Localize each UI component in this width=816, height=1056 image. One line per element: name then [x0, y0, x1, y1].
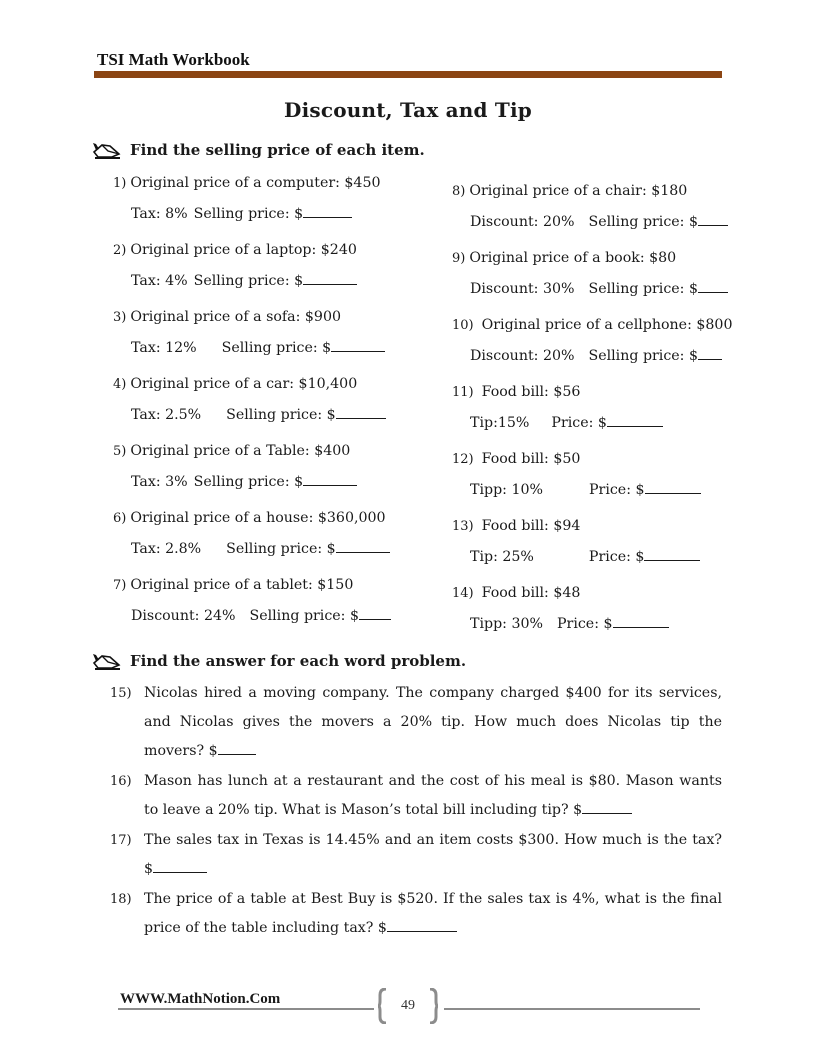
section-heading-word-problems [92, 651, 466, 671]
writing-hand-icon [92, 651, 122, 671]
footer-divider-right [444, 1008, 700, 1010]
problem-answer-label: Price: $ [557, 616, 613, 632]
problem-number: 18) [110, 892, 132, 907]
problem-7 [113, 577, 360, 624]
problem-line: Original price of a Table: $400 [130, 443, 351, 459]
problem-number: 7) [113, 578, 127, 593]
page-title: Discount, Tax and Tip [284, 98, 532, 122]
problem-number: 16) [110, 774, 132, 789]
problem-line: Original price of a house: $360,000 [130, 510, 386, 526]
problem-rate: Tax: 3% [131, 474, 188, 490]
answer-blank[interactable] [303, 473, 357, 486]
problem-number: 9) [452, 251, 466, 266]
problem-number: 5) [113, 444, 127, 459]
problem-14 [452, 585, 613, 632]
word-problem-text: Nicolas hired a moving company. The company charged $400 for its services, and Nicolas gives the movers a 20% tip. How much does Nicolas tip the movers? $ [144, 685, 722, 759]
problem-line: Original price of a chair: $180 [469, 183, 688, 199]
problem-number: 3) [113, 310, 127, 325]
problem-rate: Tax: 12% [131, 340, 197, 356]
problem-11 [452, 384, 607, 431]
section-instruction: Find the answer for each word problem. [130, 652, 467, 670]
writing-hand-icon [92, 140, 122, 160]
problem-10 [452, 317, 733, 364]
answer-blank[interactable] [698, 213, 728, 226]
word-problem-18 [110, 885, 722, 943]
problem-1 [113, 175, 381, 222]
problem-line: Original price of a laptop: $240 [130, 242, 357, 258]
answer-blank[interactable] [644, 548, 700, 561]
footer-divider-left [118, 1008, 374, 1010]
problem-line: Original price of a sofa: $900 [130, 309, 342, 325]
word-problem-15 [110, 679, 722, 766]
problem-number: 1) [113, 176, 127, 191]
problem-number: 12) [452, 452, 474, 467]
word-problem-16 [110, 767, 722, 825]
problem-4 [113, 376, 358, 423]
problem-rate: Tip: 25% [470, 549, 534, 565]
word-problem-text: The price of a table at Best Buy is $520. If the sales tax is 4%, what is the final price of the table including tax? $ [144, 891, 722, 936]
problem-8 [452, 183, 699, 230]
problem-3 [113, 309, 342, 356]
answer-blank[interactable] [336, 406, 386, 419]
header-divider [94, 71, 722, 78]
problem-line: Original price of a cellphone: $800 [481, 317, 733, 333]
problem-rate: Tipp: 30% [470, 616, 543, 632]
problem-12 [452, 451, 645, 498]
problem-line: Food bill: $94 [481, 518, 581, 534]
problem-answer-label: Selling price: $ [588, 281, 699, 297]
section-instruction: Find the selling price of each item. [130, 141, 425, 159]
answer-blank[interactable] [331, 339, 385, 352]
answer-blank[interactable] [336, 540, 390, 553]
problem-answer-label: Price: $ [551, 415, 607, 431]
answer-blank[interactable] [645, 481, 701, 494]
problem-13 [452, 518, 645, 565]
problem-line: Original price of a computer: $450 [130, 175, 381, 191]
answer-blank[interactable] [303, 205, 352, 218]
problem-rate: Tax: 2.8% [131, 541, 202, 557]
problem-answer-label: Selling price: $ [193, 474, 304, 490]
answer-blank[interactable] [218, 742, 256, 755]
problem-6 [113, 510, 386, 557]
problem-answer-label: Price: $ [588, 549, 645, 565]
problem-answer-label: Selling price: $ [193, 273, 304, 289]
page-number-bracket [378, 988, 438, 1024]
problem-answer-label: Selling price: $ [226, 541, 336, 557]
section-heading-selling-price [92, 140, 425, 160]
problem-line: Food bill: $56 [481, 384, 581, 400]
problem-answer-label: Selling price: $ [193, 206, 304, 222]
word-problem-17 [110, 826, 722, 884]
answer-blank[interactable] [303, 272, 357, 285]
problem-line: Food bill: $48 [481, 585, 581, 601]
answer-blank[interactable] [613, 615, 669, 628]
problem-answer-label: Selling price: $ [249, 608, 360, 624]
problem-number: 2) [113, 243, 127, 258]
problem-rate: Tax: 4% [131, 273, 188, 289]
problem-answer-label: Price: $ [589, 482, 645, 498]
problem-line: Food bill: $50 [481, 451, 581, 467]
problem-number: 8) [452, 184, 466, 199]
problem-5 [113, 443, 351, 490]
problem-number: 17) [110, 833, 132, 848]
footer-website: WWW.MathNotion.Com [120, 991, 281, 1007]
answer-blank[interactable] [153, 860, 207, 873]
answer-blank[interactable] [607, 414, 663, 427]
problem-2 [113, 242, 357, 289]
answer-blank[interactable] [698, 347, 722, 360]
problem-number: 11) [452, 385, 474, 400]
problem-rate: Discount: 24% [131, 608, 236, 624]
problem-9 [452, 250, 699, 297]
problem-answer-label: Selling price: $ [588, 214, 699, 230]
answer-blank[interactable] [698, 280, 728, 293]
problem-number: 4) [113, 377, 127, 392]
answer-blank[interactable] [582, 801, 632, 814]
problem-number: 6) [113, 511, 127, 526]
workbook-title: TSI Math Workbook [97, 50, 250, 69]
problem-rate: Discount: 20% [470, 214, 575, 230]
problem-answer-label: Selling price: $ [221, 340, 332, 356]
answer-blank[interactable] [387, 919, 457, 932]
problem-number: 10) [452, 318, 474, 333]
problem-number: 15) [110, 686, 132, 701]
problem-rate: Tax: 8% [131, 206, 188, 222]
word-problem-text: The sales tax in Texas is 14.45% and an item costs $300. How much is the tax? $ [144, 832, 722, 877]
problem-rate: Discount: 30% [470, 281, 575, 297]
problem-rate: Tipp: 10% [470, 482, 543, 498]
problem-line: Original price of a tablet: $150 [130, 577, 354, 593]
problem-rate: Tax: 2.5% [131, 407, 202, 423]
problem-number: 13) [452, 519, 474, 534]
page-number: 49 [401, 998, 415, 1013]
answer-blank[interactable] [359, 607, 391, 620]
problem-rate: Discount: 20% [470, 348, 575, 364]
problem-answer-label: Selling price: $ [226, 407, 336, 423]
problem-number: 14) [452, 586, 474, 601]
problem-line: Original price of a car: $10,400 [130, 376, 358, 392]
problem-answer-label: Selling price: $ [588, 348, 699, 364]
word-problem-text: Mason has lunch at a restaurant and the cost of his meal is $80. Mason wants to leave a 20% tip. What is Mason’s total bill including tip? $ [144, 773, 722, 818]
problem-rate: Tip:15% [470, 415, 530, 431]
problem-line: Original price of a book: $80 [469, 250, 677, 266]
